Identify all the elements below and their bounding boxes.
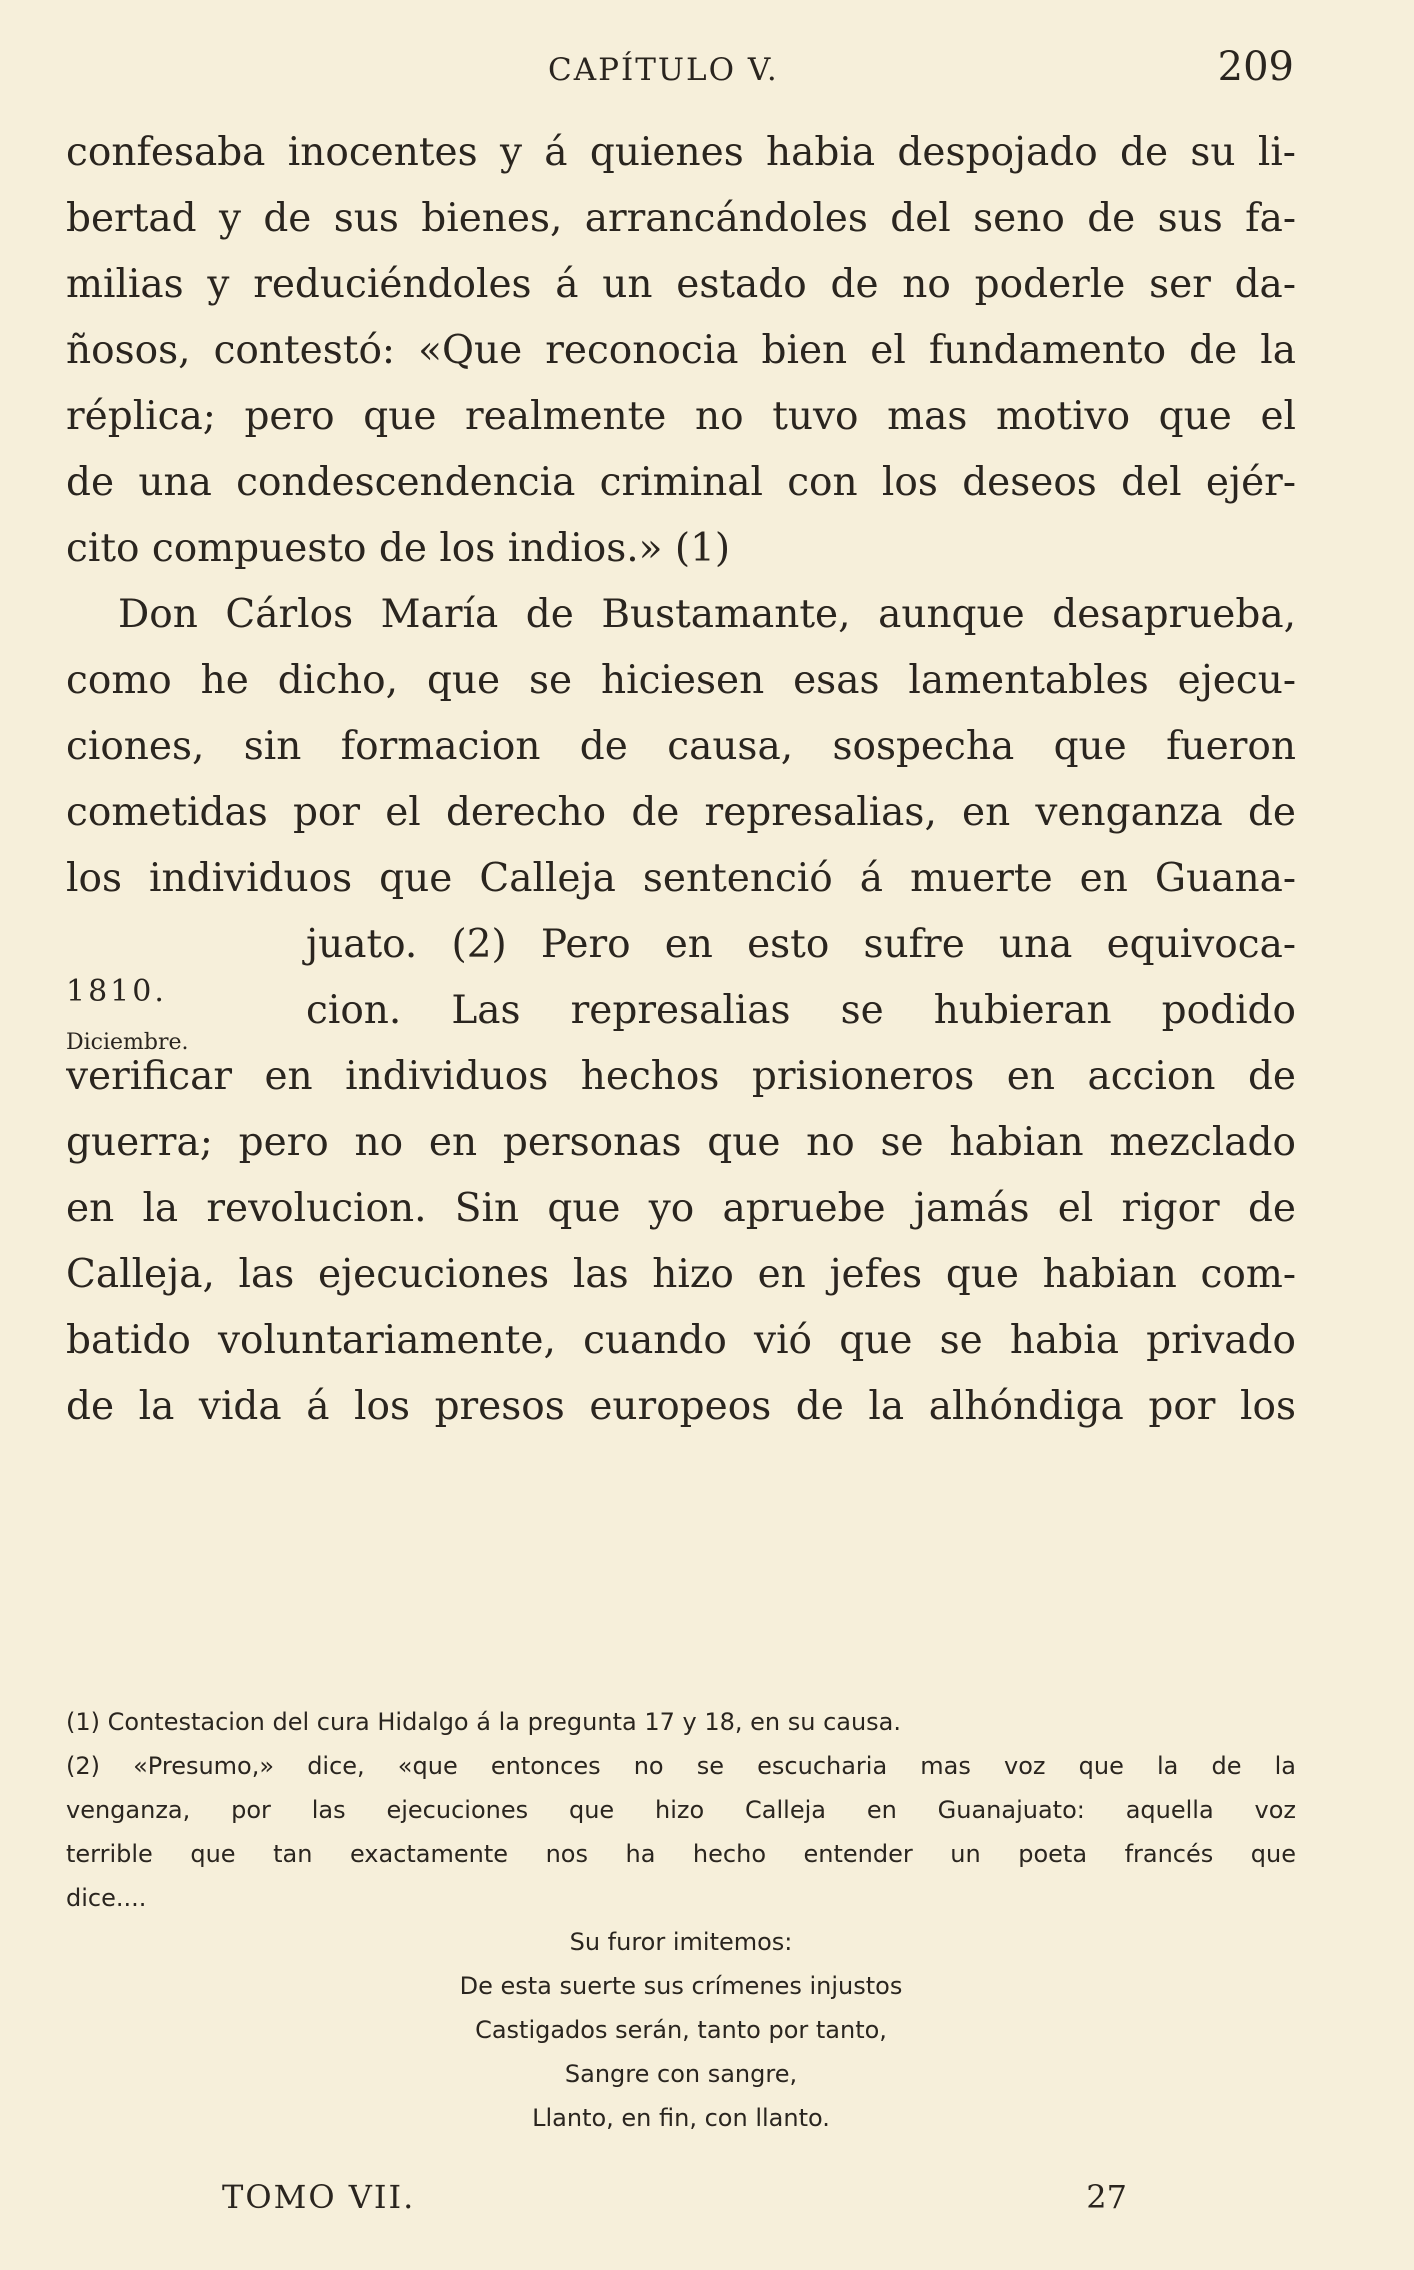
page-number: 209 [1217,44,1294,90]
body-line: cito compuesto de los indios.» (1) [66,526,731,571]
body-line: batido voluntariamente, cuando vió que se habia privado [66,1318,1296,1363]
verse-line: Castigados serán, tanto por tanto, [475,2016,887,2044]
body-line: Don Cárlos María de Bustamante, aunque desaprueba, [118,592,1296,637]
body-line: cometidas por el derecho de represalias, en venganza de [66,790,1296,835]
page-footer [222,2178,1127,2228]
body-line: juato. (2) Pero en esto sufre una equivoca- [306,922,1296,967]
verse-line: Llanto, en fin, con llanto. [532,2104,830,2132]
footnote-line: venganza, por las ejecuciones que hizo Calleja en Guanajuato: aquella voz [66,1796,1296,1824]
footnotes [66,1700,1296,2140]
chapter-heading: CAPÍTULO V. [548,52,779,88]
body-line: en la revolucion. Sin que yo apruebe jamás el rigor de [66,1186,1296,1231]
signature-mark: 27 [1086,2178,1127,2216]
body-line: como he dicho, que se hiciesen esas lamentables ejecu- [66,658,1296,703]
body-line: de la vida á los presos europeos de la alhóndiga por los [66,1384,1296,1429]
body-line: réplica; pero que realmente no tuvo mas motivo que el [66,394,1296,439]
margin-note-year: 1810. [66,974,167,1009]
verse-line: Su furor imitemos: [569,1928,793,1956]
body-line: verificar en individuos hechos prisioneros en accion de [66,1054,1296,1099]
footnote-line: dice.... [66,1884,147,1912]
body-line: confesaba inocentes y á quienes habia despojado de su li- [66,130,1296,175]
body-line: ciones, sin formacion de causa, sospecha que fueron [66,724,1296,769]
body-line: bertad y de sus bienes, arrancándoles del seno de sus fa- [66,196,1296,241]
verse-line: Sangre con sangre, [564,2060,798,2088]
body-line: de una condescendencia criminal con los deseos del ejér- [66,460,1296,505]
footnote-line: terrible que tan exactamente nos ha hecho entender un poeta francés que [66,1840,1296,1868]
body-line: Calleja, las ejecuciones las hizo en jefes que habian com- [66,1252,1296,1297]
body-text [66,120,1296,1440]
verse-line: De esta suerte sus crímenes injustos [459,1972,903,2000]
body-line: guerra; pero no en personas que no se habian mezclado [66,1120,1296,1165]
footnote-line: (2) «Presumo,» dice, «que entonces no se escucharia mas voz que la de la [66,1752,1296,1780]
volume-label: TOMO VII. [222,2178,416,2216]
running-header [548,44,1294,112]
body-line: los individuos que Calleja sentenció á muerte en Guana- [66,856,1296,901]
margin-note-month: Diciembre. [66,1030,189,1055]
body-line: ñosos, contestó: «Que reconocia bien el fundamento de la [66,328,1296,373]
body-line: cion. Las represalias se hubieran podido [306,988,1296,1033]
body-line: milias y reduciéndoles á un estado de no poderle ser da- [66,262,1296,307]
footnote-line: (1) Contestacion del cura Hidalgo á la pregunta 17 y 18, en su causa. [66,1708,902,1736]
